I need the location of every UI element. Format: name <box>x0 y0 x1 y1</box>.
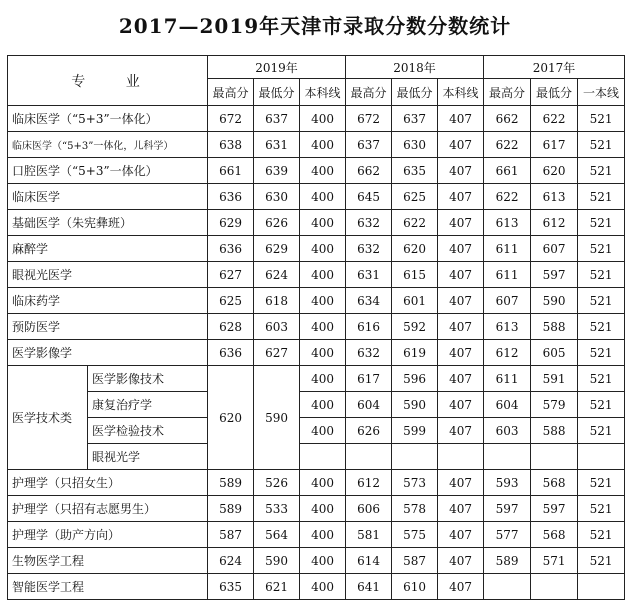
col-line-2019: 本科线 <box>300 79 346 106</box>
score-cell: 521 <box>578 210 625 236</box>
score-cell: 568 <box>531 522 578 548</box>
score-cell: 400 <box>300 340 346 366</box>
score-cell: 526 <box>254 470 300 496</box>
score-cell <box>300 444 346 470</box>
score-cell: 614 <box>346 548 392 574</box>
score-cell: 661 <box>208 158 254 184</box>
major-header: 专 业 <box>8 56 208 106</box>
major-name: 护理学（助产方向） <box>8 522 208 548</box>
score-cell: 577 <box>484 522 531 548</box>
score-cell: 590 <box>531 288 578 314</box>
score-cell: 521 <box>578 288 625 314</box>
table-row <box>8 496 625 522</box>
major-name: 基础医学（朱宪彝班） <box>8 210 208 236</box>
score-cell: 637 <box>346 132 392 158</box>
score-cell: 635 <box>208 574 254 600</box>
score-cell: 620 <box>392 236 438 262</box>
table-row <box>8 288 625 314</box>
score-cell: 521 <box>578 340 625 366</box>
score-cell: 620 <box>208 366 254 470</box>
score-cell: 533 <box>254 496 300 522</box>
score-cell: 626 <box>254 210 300 236</box>
score-cell: 400 <box>300 548 346 574</box>
score-cell: 407 <box>438 210 484 236</box>
major-name: 医学影像学 <box>8 340 208 366</box>
sub-major-name: 康复治疗学 <box>88 392 208 418</box>
score-cell: 400 <box>300 366 346 392</box>
score-cell: 605 <box>531 340 578 366</box>
table-row <box>8 392 625 418</box>
score-cell: 521 <box>578 548 625 574</box>
score-cell: 407 <box>438 288 484 314</box>
score-cell: 521 <box>578 366 625 392</box>
score-cell: 521 <box>578 418 625 444</box>
col-max-2018: 最高分 <box>346 79 392 106</box>
header-row-years <box>8 56 625 79</box>
score-cell: 612 <box>484 340 531 366</box>
col-max-2019: 最高分 <box>208 79 254 106</box>
col-min-2019: 最低分 <box>254 79 300 106</box>
score-cell: 589 <box>208 496 254 522</box>
table-row <box>8 158 625 184</box>
score-cell: 627 <box>208 262 254 288</box>
score-cell: 521 <box>578 496 625 522</box>
score-cell: 603 <box>484 418 531 444</box>
score-cell: 627 <box>254 340 300 366</box>
score-cell: 400 <box>300 496 346 522</box>
score-cell: 630 <box>254 184 300 210</box>
score-cell: 611 <box>484 236 531 262</box>
score-cell: 521 <box>578 184 625 210</box>
score-cell: 407 <box>438 418 484 444</box>
major-name: 生物医学工程 <box>8 548 208 574</box>
score-cell: 400 <box>300 470 346 496</box>
score-cell: 611 <box>484 262 531 288</box>
year-2017-header: 2017年 <box>484 56 625 79</box>
table-row <box>8 444 625 470</box>
score-cell: 597 <box>484 496 531 522</box>
score-cell: 613 <box>484 210 531 236</box>
score-cell: 622 <box>484 132 531 158</box>
score-cell: 407 <box>438 106 484 132</box>
score-cell: 400 <box>300 184 346 210</box>
score-cell: 521 <box>578 522 625 548</box>
major-name: 预防医学 <box>8 314 208 340</box>
score-cell: 634 <box>346 288 392 314</box>
score-cell: 521 <box>578 470 625 496</box>
score-cell <box>531 574 578 600</box>
score-cell: 625 <box>208 288 254 314</box>
score-cell: 573 <box>392 470 438 496</box>
score-cell: 587 <box>392 548 438 574</box>
score-cell: 631 <box>346 262 392 288</box>
score-cell <box>346 444 392 470</box>
score-cell: 628 <box>208 314 254 340</box>
table-row <box>8 548 625 574</box>
score-cell: 636 <box>208 340 254 366</box>
score-cell: 407 <box>438 496 484 522</box>
score-cell: 407 <box>438 340 484 366</box>
score-cell: 564 <box>254 522 300 548</box>
score-cell: 672 <box>346 106 392 132</box>
score-cell: 630 <box>392 132 438 158</box>
score-cell <box>438 444 484 470</box>
score-cell: 591 <box>531 366 578 392</box>
score-cell: 407 <box>438 158 484 184</box>
group-name: 医学技术类 <box>8 366 88 470</box>
table-row <box>8 574 625 600</box>
score-cell: 637 <box>254 106 300 132</box>
score-cell: 407 <box>438 548 484 574</box>
score-cell <box>578 444 625 470</box>
score-cell: 521 <box>578 158 625 184</box>
score-cell: 610 <box>392 574 438 600</box>
score-cell: 596 <box>392 366 438 392</box>
score-cell: 521 <box>578 314 625 340</box>
table-row <box>8 106 625 132</box>
score-cell: 662 <box>346 158 392 184</box>
major-name: 护理学（只招女生） <box>8 470 208 496</box>
score-cell: 672 <box>208 106 254 132</box>
year-2018-header: 2018年 <box>346 56 484 79</box>
score-cell: 593 <box>484 470 531 496</box>
score-cell: 571 <box>531 548 578 574</box>
score-cell: 613 <box>531 184 578 210</box>
score-cell: 638 <box>208 132 254 158</box>
score-cell: 521 <box>578 392 625 418</box>
major-name: 口腔医学（“5+3”一体化） <box>8 158 208 184</box>
score-cell: 400 <box>300 574 346 600</box>
table-row <box>8 340 625 366</box>
table-row <box>8 184 625 210</box>
score-cell: 607 <box>531 236 578 262</box>
table-row <box>8 132 625 158</box>
score-cell: 612 <box>346 470 392 496</box>
score-cell: 635 <box>392 158 438 184</box>
score-cell: 636 <box>208 236 254 262</box>
score-cell: 578 <box>392 496 438 522</box>
score-cell: 607 <box>484 288 531 314</box>
score-cell: 407 <box>438 132 484 158</box>
score-cell: 637 <box>392 106 438 132</box>
score-cell: 568 <box>531 470 578 496</box>
score-cell: 407 <box>438 470 484 496</box>
score-cell: 588 <box>531 418 578 444</box>
col-line-2018: 本科线 <box>438 79 484 106</box>
score-cell: 632 <box>346 236 392 262</box>
score-cell <box>392 444 438 470</box>
major-name: 临床药学 <box>8 288 208 314</box>
score-cell: 661 <box>484 158 531 184</box>
score-cell: 400 <box>300 314 346 340</box>
score-cell: 603 <box>254 314 300 340</box>
major-name: 临床医学（“5+3”一体化，儿科学） <box>8 132 208 158</box>
score-cell: 407 <box>438 314 484 340</box>
score-cell: 521 <box>578 132 625 158</box>
major-name: 智能医学工程 <box>8 574 208 600</box>
sub-major-name: 医学检验技术 <box>88 418 208 444</box>
score-cell: 597 <box>531 496 578 522</box>
col-line-2017: 一本线 <box>578 79 625 106</box>
score-cell: 601 <box>392 288 438 314</box>
score-cell: 590 <box>254 548 300 574</box>
score-cell <box>531 444 578 470</box>
major-name: 临床医学（“5+3”一体化） <box>8 106 208 132</box>
score-cell: 407 <box>438 392 484 418</box>
score-cell: 617 <box>346 366 392 392</box>
score-cell: 400 <box>300 106 346 132</box>
major-name: 麻醉学 <box>8 236 208 262</box>
score-cell: 618 <box>254 288 300 314</box>
score-cell: 604 <box>346 392 392 418</box>
score-cell: 636 <box>208 184 254 210</box>
score-cell: 587 <box>208 522 254 548</box>
score-cell: 589 <box>208 470 254 496</box>
score-cell: 645 <box>346 184 392 210</box>
score-cell: 590 <box>392 392 438 418</box>
table-row <box>8 210 625 236</box>
score-cell: 589 <box>484 548 531 574</box>
sub-major-name: 眼视光学 <box>88 444 208 470</box>
score-cell: 400 <box>300 522 346 548</box>
score-table <box>7 55 625 600</box>
score-cell: 400 <box>300 210 346 236</box>
sub-major-name: 医学影像技术 <box>88 366 208 392</box>
score-cell: 624 <box>208 548 254 574</box>
score-cell: 400 <box>300 132 346 158</box>
score-cell: 400 <box>300 158 346 184</box>
table-row <box>8 418 625 444</box>
major-name: 临床医学 <box>8 184 208 210</box>
score-cell: 575 <box>392 522 438 548</box>
score-cell: 624 <box>254 262 300 288</box>
score-cell: 581 <box>346 522 392 548</box>
score-cell: 622 <box>531 106 578 132</box>
score-cell: 407 <box>438 236 484 262</box>
score-cell: 400 <box>300 392 346 418</box>
table-row <box>8 470 625 496</box>
score-cell: 521 <box>578 236 625 262</box>
table-row <box>8 262 625 288</box>
score-cell: 625 <box>392 184 438 210</box>
major-name: 护理学（只招有志愿男生） <box>8 496 208 522</box>
score-cell: 611 <box>484 366 531 392</box>
score-cell: 579 <box>531 392 578 418</box>
score-cell: 407 <box>438 262 484 288</box>
score-cell: 407 <box>438 574 484 600</box>
score-cell: 621 <box>254 574 300 600</box>
score-cell: 632 <box>346 210 392 236</box>
score-cell: 616 <box>346 314 392 340</box>
col-max-2017: 最高分 <box>484 79 531 106</box>
score-cell: 622 <box>392 210 438 236</box>
page-title: 2017—2019年天津市录取分数分数统计 <box>118 13 512 38</box>
table-row <box>8 314 625 340</box>
table-row <box>8 366 625 392</box>
score-cell: 521 <box>578 262 625 288</box>
score-cell: 622 <box>484 184 531 210</box>
score-cell <box>484 574 531 600</box>
score-cell: 639 <box>254 158 300 184</box>
score-cell: 400 <box>300 288 346 314</box>
score-cell: 599 <box>392 418 438 444</box>
score-cell: 629 <box>254 236 300 262</box>
score-cell: 617 <box>531 132 578 158</box>
score-cell: 407 <box>438 184 484 210</box>
score-cell: 662 <box>484 106 531 132</box>
score-cell: 407 <box>438 522 484 548</box>
score-cell: 521 <box>578 106 625 132</box>
score-cell: 592 <box>392 314 438 340</box>
score-cell: 407 <box>438 366 484 392</box>
table-row <box>8 522 625 548</box>
major-name: 眼视光医学 <box>8 262 208 288</box>
col-min-2018: 最低分 <box>392 79 438 106</box>
score-cell: 606 <box>346 496 392 522</box>
score-cell: 588 <box>531 314 578 340</box>
score-cell: 597 <box>531 262 578 288</box>
score-cell: 629 <box>208 210 254 236</box>
score-cell: 400 <box>300 236 346 262</box>
score-cell: 612 <box>531 210 578 236</box>
score-cell <box>484 444 531 470</box>
score-cell: 631 <box>254 132 300 158</box>
col-min-2017: 最低分 <box>531 79 578 106</box>
score-cell: 619 <box>392 340 438 366</box>
score-cell <box>578 574 625 600</box>
score-cell: 400 <box>300 262 346 288</box>
score-cell: 613 <box>484 314 531 340</box>
score-cell: 590 <box>254 366 300 470</box>
year-2019-header: 2019年 <box>208 56 346 79</box>
score-cell: 626 <box>346 418 392 444</box>
score-cell: 604 <box>484 392 531 418</box>
score-cell: 632 <box>346 340 392 366</box>
table-row <box>8 236 625 262</box>
score-cell: 620 <box>531 158 578 184</box>
score-cell: 641 <box>346 574 392 600</box>
score-cell: 400 <box>300 418 346 444</box>
score-cell: 615 <box>392 262 438 288</box>
